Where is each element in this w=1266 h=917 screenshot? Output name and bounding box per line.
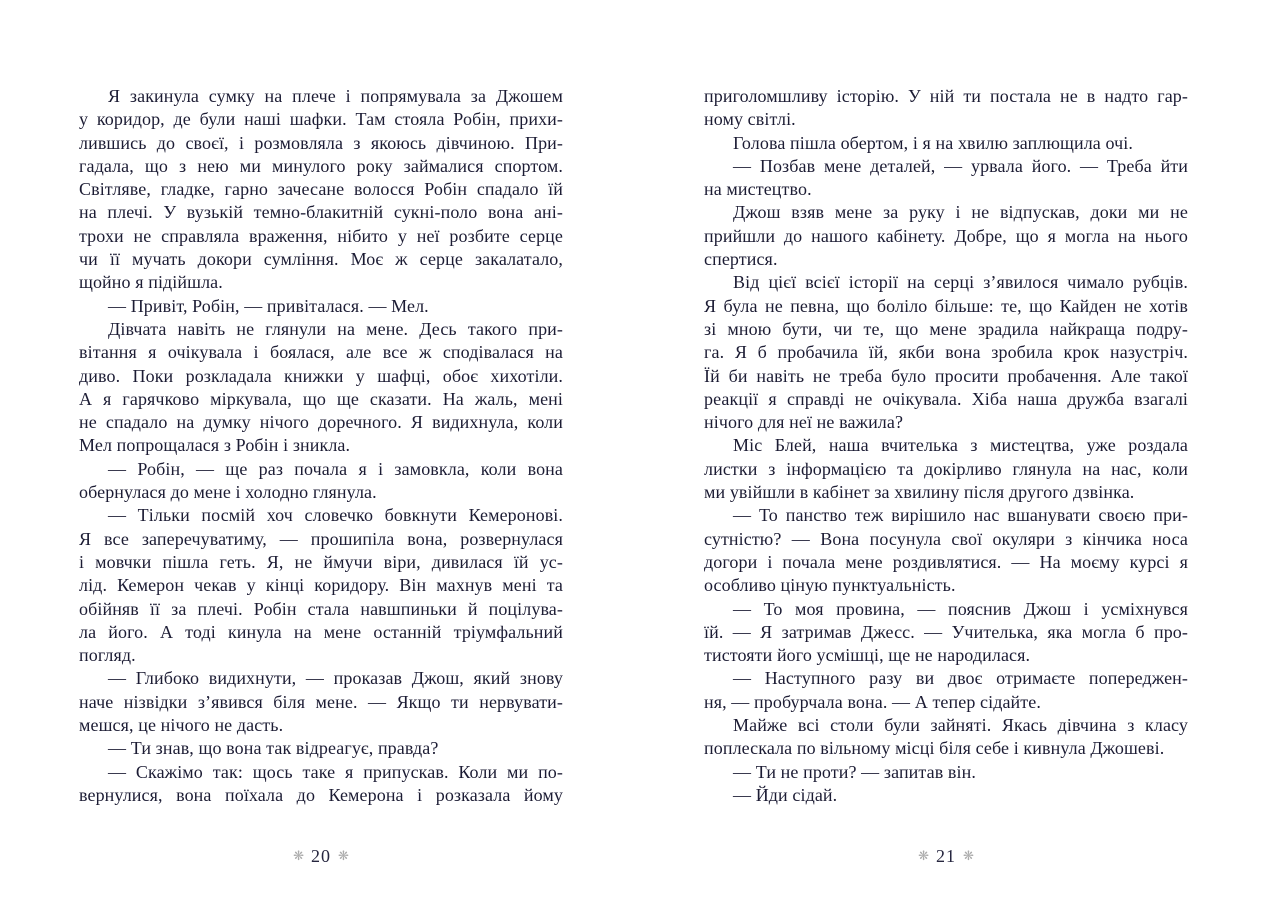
page-right-text	[704, 85, 1188, 807]
text-line: щойно я підійшла.	[79, 272, 223, 293]
text-line: на плечі. У вузькій темно-блакитній сукні-поло вона ані-	[79, 202, 563, 223]
text-line: гадала, що з нею ми минулого року займалися спортом.	[79, 155, 563, 176]
text-line: ла його. А тоді кинула на мене останній тріумфальний	[79, 621, 563, 642]
text-line: — Ти не проти? — запитав він.	[733, 761, 976, 782]
text-line: лившись до своєї, і розмовляла з якоюсь дівчиною. При-	[79, 132, 563, 153]
text-line: чи її мучать докори сумління. Моє ж серце закалатало,	[79, 249, 563, 270]
text-line: особливо ціную пунктуальність.	[704, 575, 956, 596]
text-line: вернулися, вона поїхала до Кемерона і розказала йому	[79, 784, 563, 805]
text-line: мешся, це нічого не дасть.	[79, 715, 284, 736]
text-line: ному світлі.	[704, 109, 796, 130]
text-line: у коридор, де були наші шафки. Там стояла Робін, прихи-	[79, 109, 563, 130]
text-line: — Ти знав, що вона так відреагує, правда?	[108, 738, 439, 759]
text-line: обійняв її за плечі. Робін стала навшпиньки й поцілува-	[79, 598, 563, 619]
snowflake-ornament-icon: ❋	[918, 848, 929, 863]
text-line: реакції я справді не очікувала. Хіба наша дружба взагалі	[704, 388, 1188, 409]
text-line: Джош взяв мене за руку і не відпускав, доки ми не	[733, 202, 1188, 223]
text-line: — Наступного разу ви двоє отримаєте попереджен-	[733, 668, 1188, 689]
page-right-footer	[704, 846, 1188, 867]
snowflake-ornament-icon: ❋	[338, 848, 349, 863]
text-line: Від цієї всієї історії на серці з’явилося чимало рубців.	[733, 272, 1188, 293]
text-line: обернулася до мене і холодно глянула.	[79, 482, 377, 503]
page-number: 21	[936, 846, 956, 866]
text-line: листки з інформацією та докірливо глянула на нас, коли	[704, 458, 1188, 479]
text-line: на мистецтво.	[704, 179, 812, 200]
text-line: тистояти його усмішці, ще не народилася.	[704, 645, 1031, 666]
text-line: — Йди сідай.	[733, 784, 838, 805]
text-line: Міс Блей, наша вчителька з мистецтва, уже роздала	[733, 435, 1188, 456]
snowflake-ornament-icon: ❋	[293, 848, 304, 863]
page-left	[79, 0, 563, 917]
text-line: поплескала по вільному місці біля себе і кивнула Джошеві.	[704, 738, 1165, 759]
page-right	[704, 0, 1188, 917]
text-line: — Привіт, Робін, — привіталася. — Мел.	[108, 295, 429, 316]
text-line: спертися.	[704, 249, 778, 270]
page-number: 20	[311, 846, 331, 866]
text-line: наче нізвідки з’явився біля мене. — Якщо ти нервувати-	[79, 691, 563, 712]
text-line: вітання я очікувала і боялася, але все ж сподівалася на	[79, 342, 563, 363]
text-line: Дівчата навіть не глянули на мене. Десь такого при-	[108, 318, 563, 339]
text-line: Я все заперечуватиму, — прошипіла вона, розвернулася	[79, 528, 563, 549]
text-line: А я гарячково міркувала, що ще сказати. На жаль, мені	[79, 388, 563, 409]
text-line: трохи не справляла враження, нібито у неї розбите серце	[79, 225, 563, 246]
text-line: і мовчки пішла геть. Я, не ймучи віри, дивилася їй ус-	[79, 551, 563, 572]
text-line: — Скажімо так: щось таке я припускав. Коли ми по-	[108, 761, 563, 782]
text-line: догори і почала мене роздивлятися. — На моєму курсі я	[704, 551, 1188, 572]
text-line: прийшли до нашого кабінету. Добре, що я могла на нього	[704, 225, 1188, 246]
text-line: Мел попрощалася з Робін і зникла.	[79, 435, 351, 456]
text-line: — Тільки посмій хоч словечко бовкнути Кемеронові.	[108, 505, 563, 526]
text-line: — То панство теж вирішило нас вшанувати своєю при-	[733, 505, 1188, 526]
text-line: сутністю? — Вона посунула свої окуляри з кінчика носа	[704, 528, 1188, 549]
text-line: не спадало на думку нічого доречного. Я видихнула, коли	[79, 412, 563, 433]
text-line: Майже всі столи були зайняті. Якась дівчина з класу	[733, 715, 1188, 736]
text-line: погляд.	[79, 645, 136, 666]
text-line: Я закинула сумку на плече і попрямувала за Джошем	[108, 86, 563, 106]
text-line: Голова пішла обертом, і я на хвилю заплющила очі.	[733, 132, 1133, 153]
text-line: ми увійшли в кабінет за хвилину після другого дзвінка.	[704, 482, 1135, 503]
text-line: — Глибоко видихнути, — проказав Джош, який знову	[108, 668, 563, 689]
text-line: Я була не певна, що боліло більше: те, що Кайден не хотів	[704, 295, 1188, 316]
text-line: — Робін, — ще раз почала я і замовкла, коли вона	[108, 458, 563, 479]
text-line: Світляве, гладке, гарно зачесане волосся Робін спадало їй	[79, 179, 563, 200]
page-left-text	[79, 85, 563, 807]
text-line: — То моя провина, — пояснив Джош і усміхнувся	[733, 598, 1188, 619]
text-line: лід. Кемерон чекав у кінці коридору. Він махнув мені та	[79, 575, 563, 596]
text-line: приголомшливу історію. У ній ти постала не в надто гар-	[704, 86, 1188, 106]
snowflake-ornament-icon: ❋	[963, 848, 974, 863]
text-line: ня, — пробурчала вона. — А тепер сідайте.	[704, 691, 1041, 712]
text-line: Їй би навіть не треба було просити пробачення. Але такої	[704, 365, 1188, 386]
text-line: їй. — Я затримав Джесс. — Учителька, яка могла б про-	[704, 621, 1188, 642]
page-left-footer	[79, 846, 563, 867]
text-line: га. Я б пробачила їй, якби вона зробила крок назустріч.	[704, 342, 1188, 363]
text-line: нічого для неї не важила?	[704, 412, 904, 433]
text-line: зі мною бути, чи те, що мене зрадила найкраща подру-	[704, 318, 1188, 339]
text-line: — Позбав мене деталей, — урвала його. — Треба йти	[733, 155, 1188, 176]
text-line: диво. Поки розкладала книжки у шафці, обоє хихотіли.	[79, 365, 563, 386]
